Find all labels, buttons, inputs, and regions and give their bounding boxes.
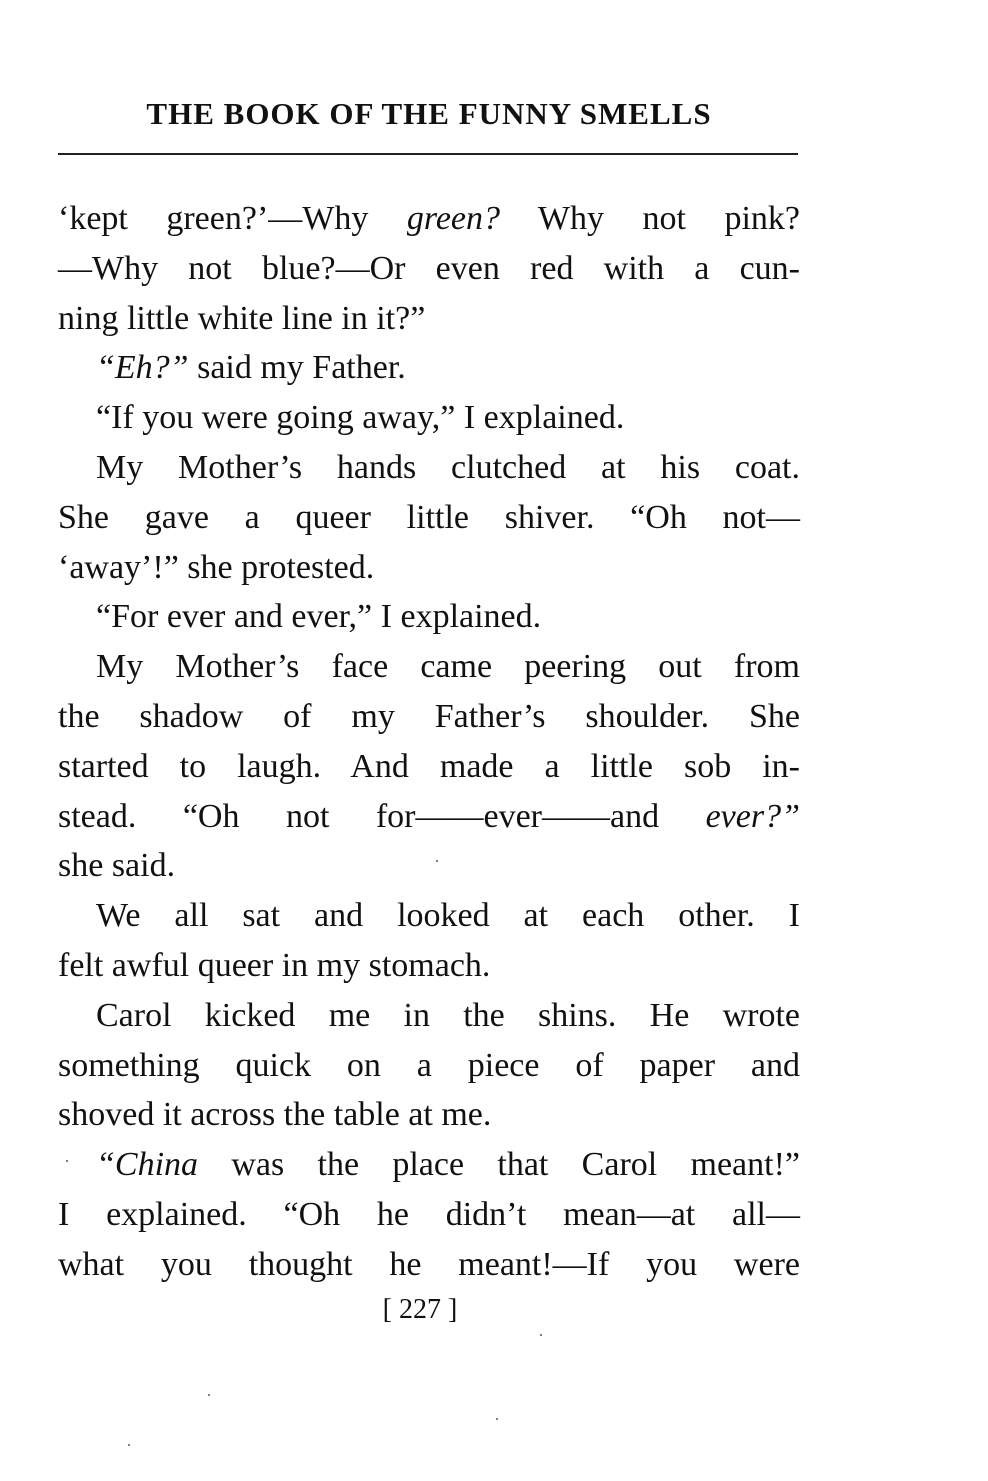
text-run: ‘away’!” she protested. xyxy=(58,548,375,586)
scan-speck xyxy=(66,1160,68,1162)
text-run: I explained. “Oh he didn’t mean—at all— xyxy=(58,1195,800,1233)
text-line xyxy=(58,1090,800,1140)
text-run: ‘kept green?’—Why xyxy=(58,200,407,237)
text-line xyxy=(58,244,800,294)
text-line xyxy=(58,1140,800,1190)
page-number: [ 227 ] xyxy=(382,1294,458,1325)
text-run: was the place that Carol meant!” xyxy=(198,1146,800,1184)
text-line xyxy=(58,443,800,493)
text-run: felt awful queer in my stomach. xyxy=(58,946,491,984)
text-line xyxy=(58,1041,800,1091)
text-line xyxy=(58,991,800,1041)
text-line xyxy=(58,941,800,991)
text-line xyxy=(58,792,800,842)
text-line xyxy=(58,592,800,642)
text-line xyxy=(58,294,800,344)
italic-text: ever?” xyxy=(705,797,800,835)
text-line xyxy=(58,543,800,593)
text-run: something quick on a piece of paper and xyxy=(58,1046,800,1084)
text-run: “For ever and ever,” I explained. xyxy=(96,598,542,636)
text-run: My Mother’s hands clutched at his coat. xyxy=(96,448,800,486)
text-run: Why not pink? xyxy=(500,200,800,237)
text-line xyxy=(58,1190,800,1240)
text-line xyxy=(58,194,800,244)
text-run: she said. xyxy=(58,847,176,885)
text-run: stead. “Oh not for——ever——and xyxy=(58,797,706,835)
text-line xyxy=(58,343,800,393)
text-line xyxy=(58,642,800,692)
text-run: the shadow of my Father’s shoulder. She xyxy=(58,697,800,735)
scan-speck xyxy=(128,1444,130,1446)
italic-text: “China xyxy=(96,1146,199,1184)
italic-text: green? xyxy=(406,200,501,237)
text-line xyxy=(58,692,800,742)
text-run: started to laugh. And made a little sob in- xyxy=(58,747,800,785)
text-run: Carol kicked me in the shins. He wrote xyxy=(96,996,800,1034)
italic-text: “Eh?” xyxy=(96,349,189,387)
text-line xyxy=(58,841,800,891)
running-head: THE BOOK OF THE FUNNY SMELLS xyxy=(146,96,712,131)
text-line xyxy=(58,1240,800,1290)
text-run: ning little white line in it?” xyxy=(58,299,426,337)
body-text xyxy=(58,194,800,1290)
text-line xyxy=(58,742,800,792)
text-run: shoved it across the table at me. xyxy=(58,1096,492,1134)
text-run: —Why not blue?—Or even red with a cun- xyxy=(58,249,800,287)
text-run: My Mother’s face came peering out from xyxy=(96,648,800,686)
header-rule xyxy=(58,153,798,155)
scan-speck xyxy=(208,1394,210,1396)
text-run: said my Father. xyxy=(188,349,406,387)
scan-speck xyxy=(436,860,438,862)
text-line xyxy=(58,891,800,941)
text-run: “If you were going away,” I explained. xyxy=(96,399,625,437)
text-run: She gave a queer little shiver. “Oh not— xyxy=(58,498,800,536)
text-line xyxy=(58,493,800,543)
scan-speck xyxy=(496,1418,498,1420)
text-run: what you thought he meant!—If you were xyxy=(58,1245,800,1283)
text-run: We all sat and looked at each other. I xyxy=(96,897,800,935)
text-line xyxy=(58,393,800,443)
scan-speck xyxy=(540,1334,542,1336)
